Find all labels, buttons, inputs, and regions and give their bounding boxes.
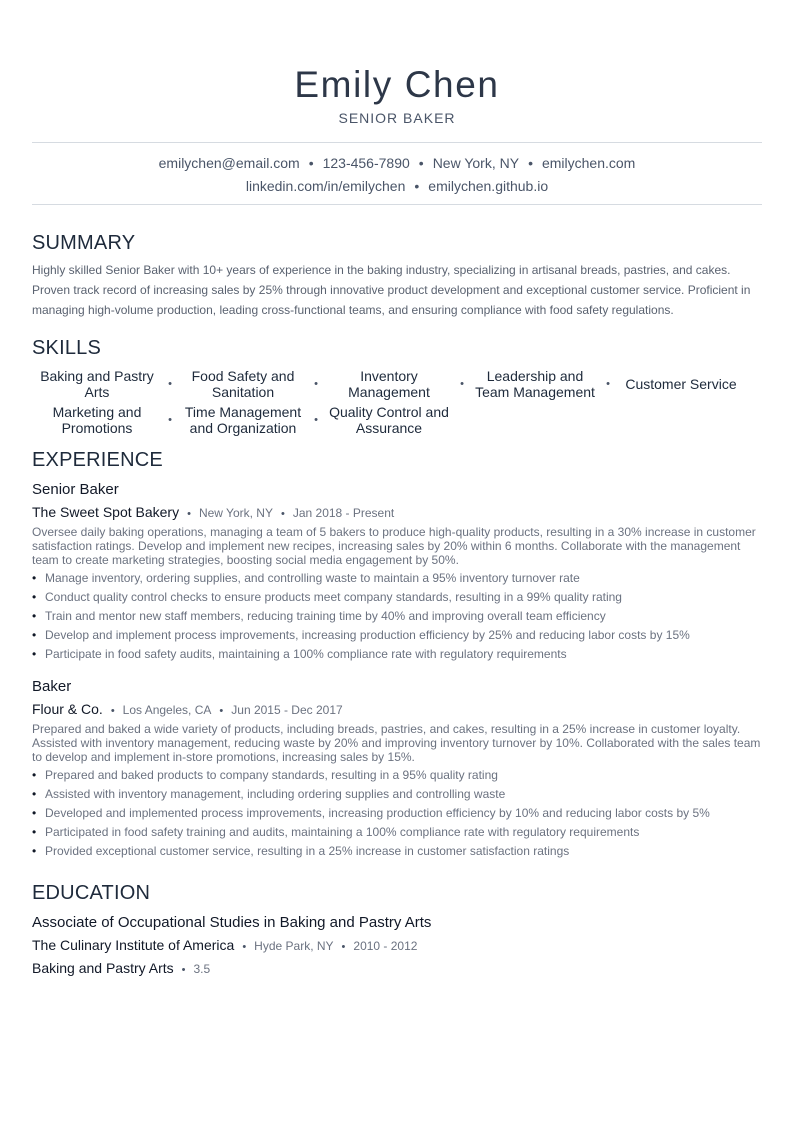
bullet-icon: • <box>32 571 37 585</box>
skill-separator: • <box>168 414 172 426</box>
skills-section <box>32 336 762 438</box>
job-meta <box>32 503 762 523</box>
bullet-icon: • <box>32 590 37 604</box>
job-description: Prepared and baked a wide variety of products, including breads, pastries, and cakes, resulting in a 25% increase in customer loyalty. Assisted with inventory management, reducing waste by 20% and improving inventory turnover by 10%. Collaborated with the sales team to develop and implement in-store promotions, increasing sales by 15%. <box>32 722 761 764</box>
meta-separator: • <box>280 508 285 520</box>
skill-separator: • <box>168 378 172 390</box>
section-heading: EDUCATION <box>32 882 151 904</box>
job-bullets <box>32 766 762 861</box>
bullet-item <box>32 588 762 607</box>
bullet-text: Assisted with inventory management, including ordering supplies and controlling waste <box>45 787 506 801</box>
bullet-icon: • <box>32 628 37 642</box>
job-company: Flour & Co. <box>32 701 103 717</box>
job-position: Baker <box>32 678 72 695</box>
contact-separator: • <box>418 155 424 171</box>
bullet-icon: • <box>32 768 37 782</box>
contact-separator: • <box>528 155 533 171</box>
contact-location: New York, NY <box>432 155 520 171</box>
bullet-item <box>32 766 762 785</box>
bullet-text: Prepared and baked products to company standards, resulting in a 95% quality rating <box>45 768 498 782</box>
contact-block <box>32 143 762 198</box>
job-bullets <box>32 569 762 664</box>
skill-item: Baking and Pastry Arts <box>40 368 154 400</box>
job-company: The Sweet Spot Bakery <box>32 504 180 520</box>
contact-github[interactable]: emilychen.github.io <box>428 178 549 194</box>
skills-grid <box>32 366 762 438</box>
contact-linkedin[interactable]: linkedin.com/in/emilychen <box>245 178 406 194</box>
meta-separator: • <box>341 941 346 953</box>
header-divider-bottom <box>32 204 762 205</box>
education-meta <box>32 936 762 956</box>
meta-separator: • <box>181 964 186 976</box>
contact-line-1 <box>32 152 762 175</box>
summary-text: Highly skilled Senior Baker with 10+ years of experience in the baking industry, specializing in artisanal breads, pastries, and cakes. Proven track record of increasing sales by 25% through innovative product development and exceptional customer service. Proficient in managing high-volume production, leading cross-functional teams, and ensuring compliance with food safety regulations. <box>32 263 751 317</box>
skill-separator: • <box>314 378 318 390</box>
experience-section <box>32 448 762 861</box>
bullet-item <box>32 842 762 861</box>
education-dates: 2010 - 2012 <box>353 939 418 953</box>
bullet-item <box>32 607 762 626</box>
bullet-icon: • <box>32 806 37 820</box>
field-of-study: Baking and Pastry Arts <box>32 960 174 976</box>
job-location: Los Angeles, CA <box>122 703 212 717</box>
bullet-icon: • <box>32 647 37 661</box>
bullet-text: Provided exceptional customer service, resulting in a 25% increase in customer satisfaction ratings <box>45 844 570 858</box>
job-entry <box>32 480 762 664</box>
bullet-text: Conduct quality control checks to ensure products meet company standards, resulting in a 99% quality rating <box>45 590 622 604</box>
bullet-icon: • <box>32 844 37 858</box>
school-name: The Culinary Institute of America <box>32 937 235 953</box>
job-title: SENIOR BAKER <box>338 110 456 126</box>
skill-separator: • <box>314 414 318 426</box>
bullet-text: Train and mentor new staff members, reducing training time by 40% and improving overall team efficiency <box>45 609 606 623</box>
bullet-text: Developed and implemented process improvements, increasing production efficiency by 10% and reducing labor costs by 5% <box>45 806 710 820</box>
bullet-text: Participate in food safety audits, maintaining a 100% compliance rate with regulatory requirements <box>45 647 567 661</box>
skill-item: Leadership and Team Management <box>475 368 595 400</box>
education-section <box>32 881 762 979</box>
bullet-text: Manage inventory, ordering supplies, and controlling waste to maintain a 95% inventory turnover rate <box>45 571 580 585</box>
gpa: 3.5 <box>193 962 211 976</box>
degree-title: Associate of Occupational Studies in Baking and Pastry Arts <box>32 914 432 931</box>
skill-item: Food Safety and Sanitation <box>191 368 295 400</box>
candidate-name: Emily Chen <box>294 64 500 105</box>
contact-website[interactable]: emilychen.com <box>541 155 636 171</box>
summary-section <box>32 231 762 320</box>
contact-separator: • <box>414 178 420 194</box>
bullet-text: Develop and implement process improvements, increasing production efficiency by 25% and reducing labor costs by 15% <box>45 628 690 642</box>
meta-separator: • <box>219 705 224 717</box>
job-location: New York, NY <box>198 506 273 520</box>
skill-item: Marketing and Promotions <box>52 404 142 436</box>
bullet-text: Participated in food safety training and audits, maintaining a 100% compliance rate with regulatory requirements <box>45 825 640 839</box>
skills-row <box>32 366 762 402</box>
bullet-item <box>32 645 762 664</box>
bullet-item <box>32 785 762 804</box>
section-heading: SUMMARY <box>32 232 136 254</box>
job-entry <box>32 677 762 861</box>
skill-item: Inventory Management <box>348 368 430 400</box>
job-dates: Jun 2015 - Dec 2017 <box>231 703 343 717</box>
bullet-item <box>32 823 762 842</box>
skill-separator: • <box>606 378 610 390</box>
bullet-icon: • <box>32 609 37 623</box>
bullet-icon: • <box>32 825 37 839</box>
bullet-item <box>32 626 762 645</box>
contact-separator: • <box>308 155 314 171</box>
skill-item: Time Management and Organization <box>184 404 302 436</box>
job-meta <box>32 700 762 720</box>
job-dates: Jan 2018 - Present <box>292 506 395 520</box>
school-location: Hyde Park, NY <box>254 939 334 953</box>
section-heading: EXPERIENCE <box>32 449 163 471</box>
skill-item: Customer Service <box>625 376 737 392</box>
bullet-icon: • <box>32 787 37 801</box>
contact-line-2 <box>32 175 762 198</box>
skill-item: Quality Control and Assurance <box>329 404 449 436</box>
contact-phone[interactable]: 123-456-7890 <box>322 155 410 171</box>
skill-separator: • <box>460 378 464 390</box>
meta-separator: • <box>187 508 191 520</box>
job-description: Oversee daily baking operations, managing a team of 5 bakers to produce high-quality products, resulting in a 30% increase in customer satisfaction ratings. Develop and implement new recipes, increasing sales by 20% within 6 months. Collaborate with the management team to create marketing strategies, boosting social media engagement by 50%. <box>32 525 756 567</box>
skills-row <box>32 402 762 438</box>
education-field-line <box>32 959 762 979</box>
bullet-item <box>32 569 762 588</box>
job-position: Senior Baker <box>32 481 119 498</box>
bullet-item <box>32 804 762 823</box>
contact-email[interactable]: emilychen@email.com <box>158 155 300 171</box>
meta-separator: • <box>110 705 115 717</box>
section-heading: SKILLS <box>32 337 102 359</box>
meta-separator: • <box>242 941 247 953</box>
